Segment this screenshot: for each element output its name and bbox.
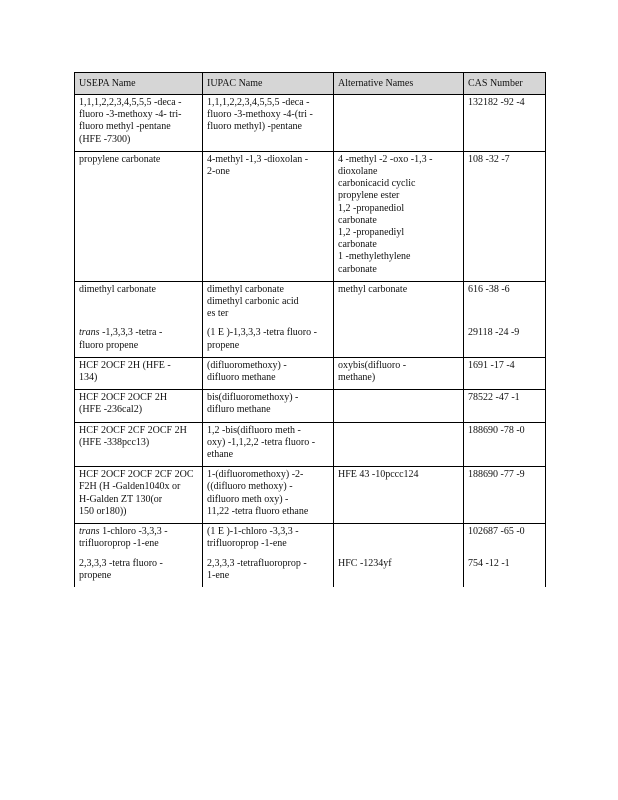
usepa-text: propylene carbonate [79,153,161,165]
usepa-italic-prefix: trans [79,526,100,538]
table-row [75,524,546,556]
header-iupac-name: IUPAC Name [203,73,334,95]
cas-text: 754 -12 -1 [468,557,510,569]
cas-text: 102687 -65 -0 [468,526,525,538]
table-header-row [75,73,546,95]
iupac-text: (1 E )-1-chloro -3,3,3 - trifluoroprop -1-ene [207,526,299,550]
cell-alt [334,467,464,524]
iupac-text: dimethyl carbonate dimethyl carbonic acid es ter [207,283,299,320]
cell-cas [464,95,546,152]
cell-cas [464,556,546,587]
cell-cas [464,422,546,467]
usepa-text: 1-chloro -3,3,3 - trifluoroprop -1-ene [79,526,168,550]
cell-alt [334,422,464,467]
alt-text: HFC -1234yf [338,557,392,569]
table-row [75,467,546,524]
table-row [75,281,546,325]
iupac-text: bis(difluoromethoxy) - difluro methane [207,392,299,416]
alt-text: HFE 43 -10pccc124 [338,469,419,481]
cell-cas [464,281,546,325]
cell-usepa [75,524,203,556]
alt-text: 4 -methyl -2 -oxo -1,3 - dioxolane carbonicacid cyclic propylene ester 1,2 -propanediol carbonate 1,2 -propanediyl carbonate 1 -methylethylene carbonate [338,153,433,275]
cell-iupac [203,422,334,467]
alt-text: methyl carbonate [338,283,408,295]
iupac-text: 1-(difluoromethoxy) -2- ((difluoro methoxy) - difluoro meth oxy) - 11,22 -tetra fluoro ethane [207,469,309,517]
cas-text: 78522 -47 -1 [468,392,520,404]
cell-iupac [203,357,334,389]
table-row [75,390,546,422]
cas-text: 29118 -24 -9 [468,327,520,339]
cell-usepa [75,556,203,587]
usepa-italic-prefix: trans [79,327,100,339]
cell-alt [334,556,464,587]
cell-iupac [203,524,334,556]
cell-usepa [75,390,203,422]
table-row [75,556,546,587]
alt-text: oxybis(difluoro - methane) [338,359,407,384]
cas-text: 188690 -77 -9 [468,469,525,481]
usepa-text: HCF 2OCF 2OCF 2H (HFE -236cal2) [79,392,168,416]
cell-usepa [75,151,203,281]
cell-iupac [203,151,334,281]
iupac-text: (1 E )-1,3,3,3 -tetra fluoro - propene [207,327,317,351]
cas-text: 108 -32 -7 [468,153,510,165]
cell-iupac [203,325,334,357]
cas-text: 132182 -92 -4 [468,97,525,108]
cas-text: 188690 -78 -0 [468,424,525,436]
cell-alt [334,151,464,281]
usepa-text: HCF 2OCF 2OCF 2CF 2OC F2H (H -Galden1040x or H-Galden ZT 130(or 150 or180)) [79,469,194,517]
cell-iupac [203,95,334,152]
header-cas-number: CAS Number [464,73,546,95]
cell-alt [334,390,464,422]
cell-iupac [203,556,334,587]
usepa-text: HCF 2OCF 2H (HFE - 134) [79,359,171,384]
chemical-names-table [74,72,546,587]
cell-alt [334,95,464,152]
cell-cas [464,325,546,357]
iupac-text: 1,1,1,2,2,3,4,5,5,5 -deca - fluoro -3-methoxy -4-(tri - fluoro methyl) -pentane [207,97,313,133]
iupac-text: (difluoromethoxy) - difluoro methane [207,359,287,384]
cell-usepa [75,95,203,152]
cell-cas [464,524,546,556]
cell-usepa [75,467,203,524]
cell-alt [334,281,464,325]
usepa-text: dimethyl carbonate [79,283,156,295]
table-row [75,151,546,281]
iupac-text: 4-methyl -1,3 -dioxolan - 2-one [207,153,309,178]
table-row [75,95,546,152]
cell-iupac [203,467,334,524]
cell-usepa [75,281,203,325]
cell-iupac [203,390,334,422]
cell-cas [464,467,546,524]
usepa-text: 2,3,3,3 -tetra fluoro - propene [79,557,163,581]
usepa-text: -1,3,3,3 -tetra - fluoro propene [79,327,163,351]
cell-alt [334,357,464,389]
cell-alt [334,524,464,556]
usepa-text: HCF 2OCF 2CF 2OCF 2H (HFE -338pcc13) [79,424,187,448]
iupac-text: 1,2 -bis(difluoro meth - oxy) -1,1,2,2 -tetra fluoro - ethane [207,424,316,461]
cas-text: 616 -38 -6 [468,283,510,295]
cell-cas [464,390,546,422]
cas-text: 1691 -17 -4 [468,359,515,371]
table-row [75,357,546,389]
cell-usepa [75,422,203,467]
table-row [75,422,546,467]
table-row [75,325,546,357]
cell-cas [464,357,546,389]
cell-iupac [203,281,334,325]
header-alternative-names: Alternative Names [334,73,464,95]
cell-usepa [75,357,203,389]
iupac-text: 2,3,3,3 -tetrafluoroprop - 1-ene [207,557,307,581]
header-usepa-name: USEPA Name [75,73,203,95]
cell-usepa [75,325,203,357]
cell-alt [334,325,464,357]
usepa-text: 1,1,1,2,2,3,4,5,5,5 -deca - fluoro -3-methoxy -4- tri- fluoro methyl -pentane (HFE -7300) [79,97,182,145]
cell-cas [464,151,546,281]
